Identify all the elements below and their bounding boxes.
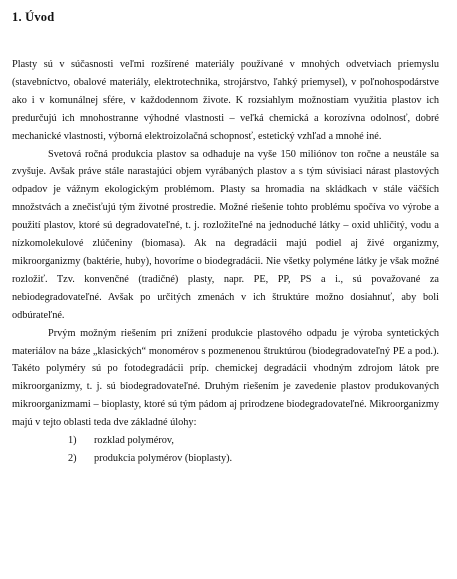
- list-item: [12, 450, 439, 468]
- body-text: [12, 56, 439, 468]
- numbered-list: [12, 432, 439, 468]
- section-heading: 1. Úvod: [12, 10, 55, 24]
- list-item-text: produkcia polymérov (bioplasty).: [94, 452, 233, 464]
- list-item: [12, 432, 439, 450]
- paragraph-solutions: Prvým možným riešením pri znížení produkcie plastového odpadu je výroba syntetických materiálov na báze „klasických“ monomérov s pozmenenou štruktúrou (biodegradovateľný PE a pod.). Takéto polyméry sú po fotodegradácii príp. chemickej degradácii vhodným zdrojom látok pre mikroorganizmy, t. j. sú biodegradovateľné. Druhým riešením je zavedenie plastov produkovaných mikroorganizmami – bioplasty, ktoré sú tým pádom aj prirodzene biodegradovateľné. Mikroorganizmy majú v tejto oblasti teda dve základné úlohy:: [12, 327, 439, 429]
- paragraph-intro: Plasty sú v súčasnosti veľmi rozšírené materiály používané v mnohých odvetviach priemyslu (stavebníctvo, obalové materiály, elektrotechnika, strojárstvo, ľahký priemysel), v poľnohospodárstve ako i v komunálnej sfére, v každodennom živote. K rozsiahlym možnostiam využitia plastov ich predurčujú ich mnohostranne výhodné vlastnosti – veľká chemická a korozívna odolnosť, dobré mechanické vlastnosti, výborná elektroizolačná schopnosť, estetický vzhľad a mnohé iné.: [12, 59, 439, 142]
- list-item-text: rozklad polymérov,: [94, 435, 174, 447]
- list-item-number: 1): [68, 435, 77, 447]
- list-item-number: 2): [68, 452, 77, 464]
- paragraph-production: Svetová ročná produkcia plastov sa odhaduje na vyše 150 miliónov ton ročne a neustále sa zvyšuje. Avšak práve stále narastajúci objem vyrábaných plastov a s tým súvisiaci nárast plastových odpadov je vážnym ekologickým problémom. Plasty sa hromadia na skládkach v stále väčších množstvách a znečisťujú tým životné prostredie. Možné riešenie tohto problému spočíva vo výrobe a použití plastov, ktoré sú degradovateľné, t. j. rozložiteľné na jednoduché látky – oxid uhličitý, vodu a nízkomolekulové zlúčeniny (biomasa). Ak na degradácii majú podiel aj živé organizmy, mikroorganizmy (baktérie, huby), hovoríme o biodegradácii. Nie všetky polyméne látky je však možné rozložiť. Tzv. konvenčné (tradičné) plasty, napr. PE, PP, PS a i., sú považované za nebiodegradovateľné. Avšak po určitých zmenách v ich štruktúre možno dosiahnuť, aby boli odbúrateľné.: [12, 148, 439, 321]
